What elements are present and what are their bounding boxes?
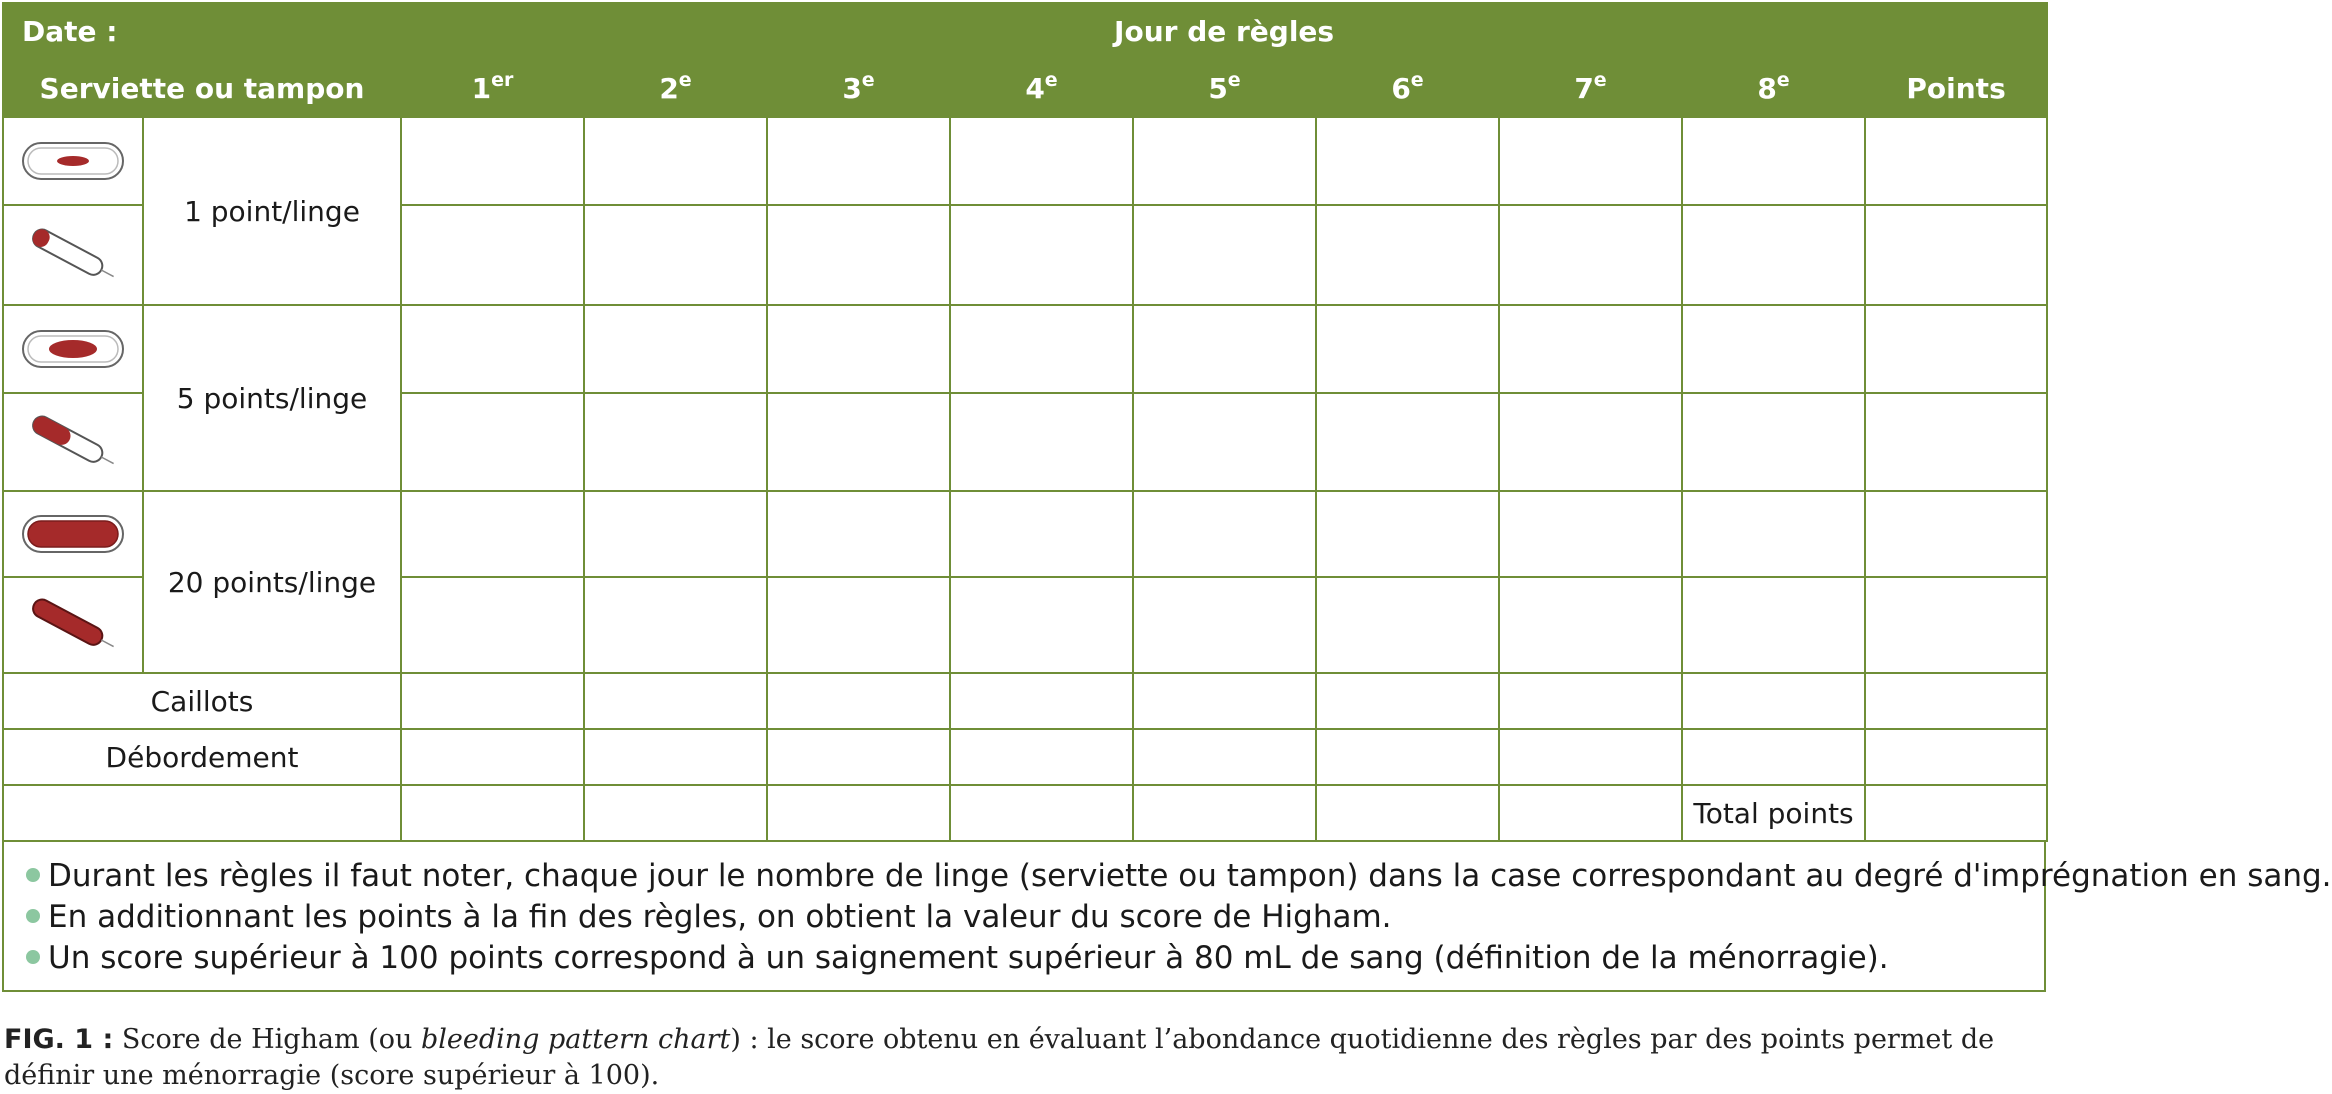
pad-medium-cell: [3, 305, 143, 393]
cell-total-day6: [1316, 785, 1499, 841]
cell-light-tampon-day4[interactable]: [950, 205, 1133, 305]
tampon-heavy-icon: [19, 590, 127, 660]
cell-total-day1: [401, 785, 584, 841]
cell-overflow-points[interactable]: [1865, 729, 2047, 785]
cell-heavy-pad-day7[interactable]: [1499, 491, 1682, 577]
total-points-label: Total points: [1682, 785, 1865, 841]
cell-heavy-tampon-day1[interactable]: [401, 577, 584, 673]
cell-overflow-day3[interactable]: [767, 729, 950, 785]
cell-heavy-pad-day6[interactable]: [1316, 491, 1499, 577]
tampon-light-icon: [19, 220, 127, 290]
cell-medium-pad-day7[interactable]: [1499, 305, 1682, 393]
cell-clots-day2[interactable]: [584, 673, 767, 729]
cell-medium-pad-day8[interactable]: [1682, 305, 1865, 393]
clots-label: Caillots: [3, 673, 401, 729]
day-header-2: 2e: [584, 59, 767, 117]
day-header-8: 8e: [1682, 59, 1865, 117]
cell-medium-tampon-day4[interactable]: [950, 393, 1133, 491]
overflow-label: Débordement: [3, 729, 401, 785]
light-points-label: 1 point/linge: [143, 117, 401, 305]
figure-label: FIG. 1 :: [4, 1024, 114, 1055]
cell-heavy-pad-day3[interactable]: [767, 491, 950, 577]
cell-medium-pad-day6[interactable]: [1316, 305, 1499, 393]
cell-total-day4: [950, 785, 1133, 841]
day-header-1: 1er: [401, 59, 584, 117]
points-header: Points: [1865, 59, 2047, 117]
pad-light-cell: [3, 117, 143, 205]
tampon-medium-icon: [19, 407, 127, 477]
cell-overflow-day5[interactable]: [1133, 729, 1316, 785]
cell-light-pad-day8[interactable]: [1682, 117, 1865, 205]
cell-medium-pad-day3[interactable]: [767, 305, 950, 393]
cell-light-tampon-day3[interactable]: [767, 205, 950, 305]
cell-overflow-day6[interactable]: [1316, 729, 1499, 785]
cell-heavy-tampon-day5[interactable]: [1133, 577, 1316, 673]
tampon-heavy-cell: [3, 577, 143, 673]
date-header: Date :: [3, 3, 401, 59]
cell-heavy-tampon-day4[interactable]: [950, 577, 1133, 673]
cell-light-pad-day1[interactable]: [401, 117, 584, 205]
pad-heavy-cell: [3, 491, 143, 577]
cell-light-pad-day2[interactable]: [584, 117, 767, 205]
cell-total-day7: [1499, 785, 1682, 841]
day-header-4: 4e: [950, 59, 1133, 117]
cell-clots-day4[interactable]: [950, 673, 1133, 729]
cell-light-pad-day4[interactable]: [950, 117, 1133, 205]
cell-medium-tampon-day3[interactable]: [767, 393, 950, 491]
pad-light-icon: [19, 137, 127, 185]
cell-light-pad-day6[interactable]: [1316, 117, 1499, 205]
cell-clots-day3[interactable]: [767, 673, 950, 729]
cell-overflow-day4[interactable]: [950, 729, 1133, 785]
cell-medium-pad-day1[interactable]: [401, 305, 584, 393]
note-item: Durant les règles il faut noter, chaque jour le nombre de linge (serviette ou tampon) dans la case correspondant au degré d'imprégnation en sang.: [26, 856, 2022, 897]
cell-light-tampon-day5[interactable]: [1133, 205, 1316, 305]
cell-clots-points[interactable]: [1865, 673, 2047, 729]
cell-heavy-pad-points[interactable]: [1865, 491, 2047, 577]
cell-clots-day1[interactable]: [401, 673, 584, 729]
higham-score-table: [2, 2, 2048, 842]
cell-medium-tampon-day2[interactable]: [584, 393, 767, 491]
cell-overflow-day1[interactable]: [401, 729, 584, 785]
cell-medium-tampon-day6[interactable]: [1316, 393, 1499, 491]
cell-light-tampon-day1[interactable]: [401, 205, 584, 305]
cell-clots-day5[interactable]: [1133, 673, 1316, 729]
day-header-7: 7e: [1499, 59, 1682, 117]
pad-medium-icon: [19, 325, 127, 373]
instructions-box: [2, 840, 2332, 992]
cell-heavy-tampon-day2[interactable]: [584, 577, 767, 673]
cell-medium-tampon-day7[interactable]: [1499, 393, 1682, 491]
cell-light-pad-day3[interactable]: [767, 117, 950, 205]
cell-total-day2: [584, 785, 767, 841]
cell-overflow-day2[interactable]: [584, 729, 767, 785]
note-item: En additionnant les points à la fin des règles, on obtient la valeur du score de Higham.: [26, 897, 2022, 938]
cell-overflow-day7[interactable]: [1499, 729, 1682, 785]
cell-overflow-day8[interactable]: [1682, 729, 1865, 785]
bullet-icon: [26, 909, 40, 923]
cell-light-tampon-day8[interactable]: [1682, 205, 1865, 305]
day-header-6: 6e: [1316, 59, 1499, 117]
cell-clots-day6[interactable]: [1316, 673, 1499, 729]
cell-medium-pad-day5[interactable]: [1133, 305, 1316, 393]
cell-clots-day8[interactable]: [1682, 673, 1865, 729]
cell-medium-tampon-day5[interactable]: [1133, 393, 1316, 491]
pad-heavy-icon: [19, 510, 127, 558]
medium-points-label: 5 points/linge: [143, 305, 401, 491]
cell-total-day5: [1133, 785, 1316, 841]
cell-heavy-pad-day4[interactable]: [950, 491, 1133, 577]
bullet-icon: [26, 950, 40, 964]
cell-heavy-tampon-day6[interactable]: [1316, 577, 1499, 673]
cell-medium-tampon-points[interactable]: [1865, 393, 2047, 491]
cell-light-pad-day7[interactable]: [1499, 117, 1682, 205]
cell-heavy-tampon-day8[interactable]: [1682, 577, 1865, 673]
cell-heavy-pad-day5[interactable]: [1133, 491, 1316, 577]
cell-medium-tampon-day8[interactable]: [1682, 393, 1865, 491]
cell-light-pad-points[interactable]: [1865, 117, 2047, 205]
cell-heavy-pad-day1[interactable]: [401, 491, 584, 577]
cell-light-pad-day5[interactable]: [1133, 117, 1316, 205]
total-points-value-cell[interactable]: [1865, 785, 2047, 841]
cell-heavy-tampon-day7[interactable]: [1499, 577, 1682, 673]
heavy-points-label: 20 points/linge: [143, 491, 401, 673]
cell-clots-day7[interactable]: [1499, 673, 1682, 729]
cell-medium-pad-points[interactable]: [1865, 305, 2047, 393]
cell-heavy-pad-day2[interactable]: [584, 491, 767, 577]
cell-heavy-tampon-day3[interactable]: [767, 577, 950, 673]
cell-heavy-pad-day8[interactable]: [1682, 491, 1865, 577]
cell-medium-pad-day2[interactable]: [584, 305, 767, 393]
tampon-medium-cell: [3, 393, 143, 491]
total-row-blank: [3, 785, 401, 841]
tampon-light-cell: [3, 205, 143, 305]
cell-heavy-tampon-points[interactable]: [1865, 577, 2047, 673]
cell-light-tampon-points[interactable]: [1865, 205, 2047, 305]
cell-total-day3: [767, 785, 950, 841]
day-header-3: 3e: [767, 59, 950, 117]
note-item: Un score supérieur à 100 points correspond à un saignement supérieur à 80 mL de sang (définition de la ménorragie).: [26, 938, 2022, 979]
protection-header: Serviette ou tampon: [3, 59, 401, 117]
cell-medium-pad-day4[interactable]: [950, 305, 1133, 393]
cell-medium-tampon-day1[interactable]: [401, 393, 584, 491]
figure-caption: FIG. 1 : Score de Higham (ou bleeding pattern chart) : le score obtenu en évaluant l’abondance quotidienne des règles par des points permet de définir une ménorragie (score supérieur à 100).: [4, 1024, 1995, 1091]
period-day-header: Jour de règles: [401, 3, 2047, 59]
cell-light-tampon-day6[interactable]: [1316, 205, 1499, 305]
bullet-icon: [26, 868, 40, 882]
day-header-5: 5e: [1133, 59, 1316, 117]
cell-light-tampon-day2[interactable]: [584, 205, 767, 305]
cell-light-tampon-day7[interactable]: [1499, 205, 1682, 305]
